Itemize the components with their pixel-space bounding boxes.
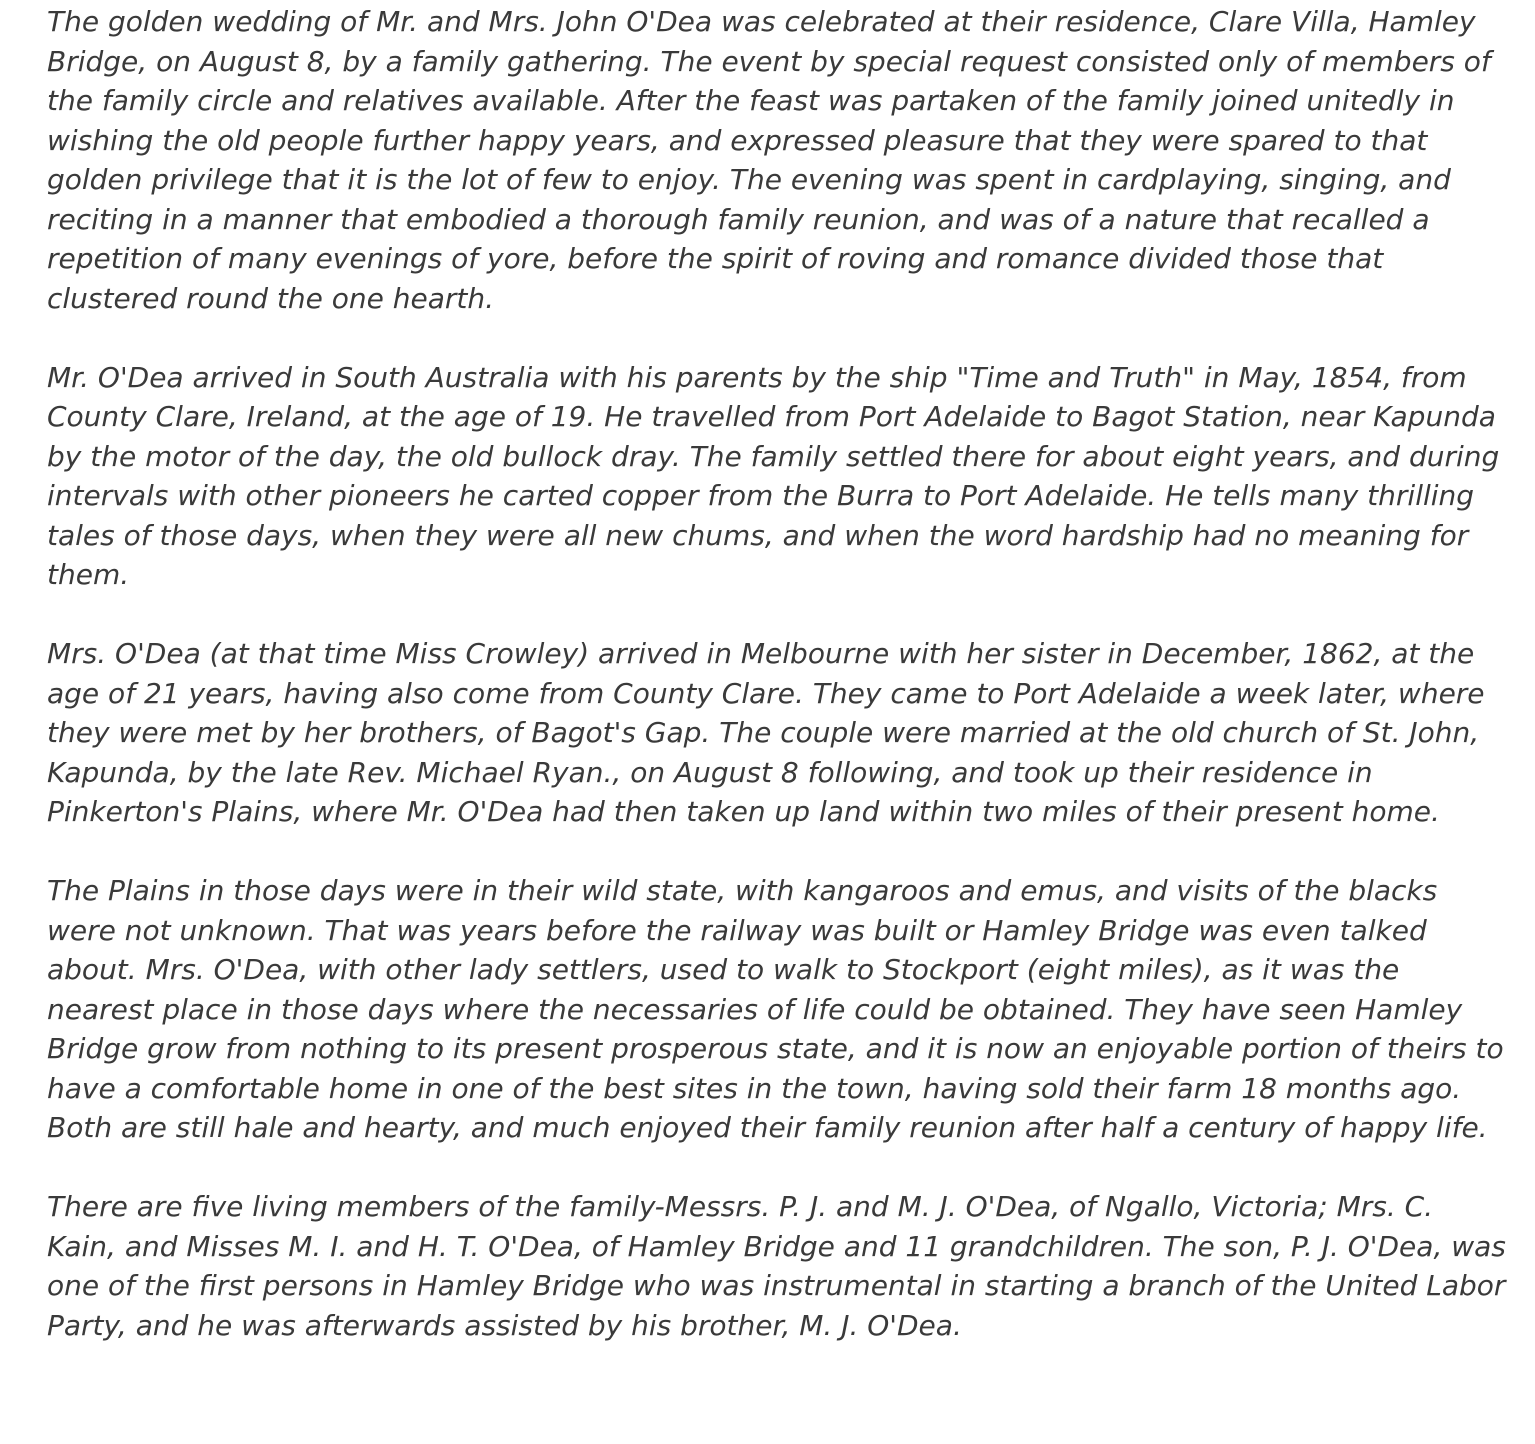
- paragraph-mrs-odea-arrival: Mrs. O'Dea (at that time Miss Crowley) arrived in Melbourne with her sister in December, 1862, at the age of 21 years, having also come from County Clare. They came to Port Adelaide a week later, where they were met by her brothers, of Bagot's Gap. The couple were married at the old church of St. John, Kapunda, by the late Rev. Michael Ryan., on August 8 following, and took up their residence in Pinkerton's Plains, where Mr. O'Dea had then taken up land within two miles of their present home.: [47, 637, 1485, 828]
- article-body: [47, 2, 1509, 1345]
- paragraph-mr-odea-arrival: Mr. O'Dea arrived in South Australia with his parents by the ship "Time and Truth" in May, 1854, from County Clare, Ireland, at the age of 19. He travelled from Port Adelaide to Bagot Station, near Kapunda by the motor of the day, the old bullock dray. The family settled there for about eight years, and during intervals with other pioneers he carted copper from the Burra to Port Adelaide. He tells many thrilling tales of those days, when they were all new chums, and when the word hardship had no meaning for them.: [47, 360, 1500, 591]
- paragraph-family-members: There are five living members of the family-Messrs. P. J. and M. J. O'Dea, of Ngallo, Victoria; Mrs. C. Kain, and Misses M. I. and H. T. O'Dea, of Hamley Bridge and 11 grandchildren. The son, P. J. O'Dea, was one of the first persons in Hamley Bridge who was instrumental in starting a branch of the United Labor Party, and he was afterwards assisted by his brother, M. J. O'Dea.: [47, 1190, 1506, 1342]
- paragraph-the-plains: The Plains in those days were in their wild state, with kangaroos and emus, and visits of the blacks were not unknown. That was years before the railway was built or Hamley Bridge was even talked about. Mrs. O'Dea, with other lady settlers, used to walk to Stockport (eight miles), as it was the nearest place in those days where the necessaries of life could be obtained. They have seen Hamley Bridge grow from nothing to its present prosperous state, and it is now an enjoyable portion of theirs to have a comfortable home in one of the best sites in the town, having sold their farm 18 months ago. Both are still hale and hearty, and much enjoyed their family reunion after half a century of happy life.: [47, 874, 1504, 1144]
- paragraph-golden-wedding: The golden wedding of Mr. and Mrs. John O'Dea was celebrated at their residence, Clare Villa, Hamley Bridge, on August 8, by a family gathering. The event by special request consisted only of members of the family circle and relatives available. After the feast was partaken of the family joined unitedly in wishing the old people further happy years, and expressed pleasure that they were spared to that golden privilege that it is the lot of few to enjoy. The evening was spent in cardplaying, singing, and reciting in a manner that embodied a thorough family reunion, and was of a nature that recalled a repetition of many evenings of yore, before the spirit of roving and romance divided those that clustered round the one hearth.: [47, 5, 1491, 315]
